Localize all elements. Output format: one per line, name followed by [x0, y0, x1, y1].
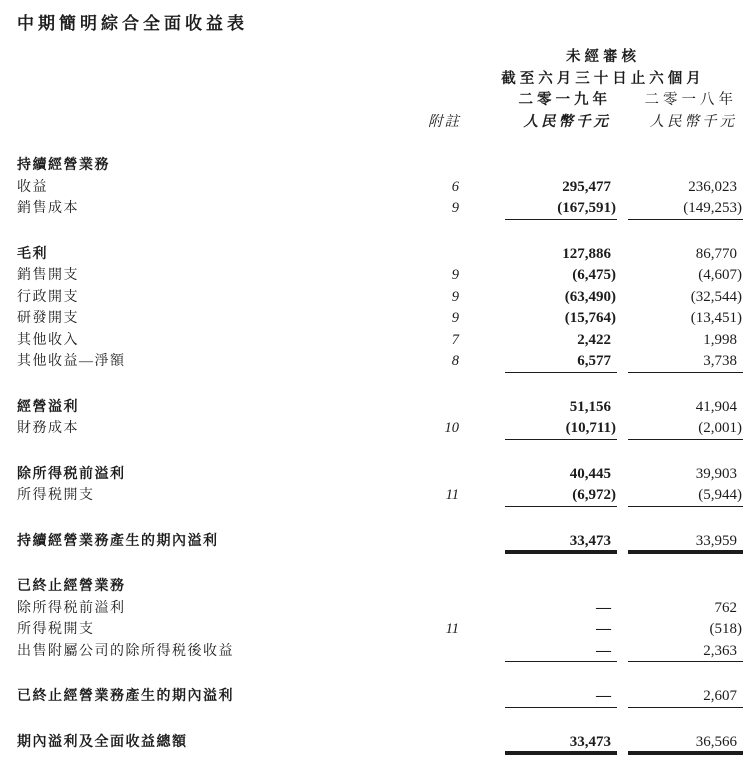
value-2018: 236,023 [688, 178, 737, 195]
row-label: 其他收益—淨額 [17, 354, 126, 369]
column-gap [617, 619, 628, 641]
value-2019: — [505, 686, 617, 708]
row-spacer [17, 373, 743, 397]
row-spacer [17, 662, 743, 686]
column-gap [461, 155, 505, 177]
table-row [17, 464, 743, 486]
value-2019: (63,490) [564, 288, 616, 305]
column-gap [461, 619, 505, 641]
row-label: 財務成本 [17, 421, 79, 436]
column-gap [461, 732, 505, 754]
row-label: 除所得税前溢利 [17, 600, 126, 616]
value-2019: 51,156 [569, 398, 611, 415]
value-2018: (2,001) [628, 418, 743, 440]
note-reference: 6 [451, 178, 459, 195]
row-spacer [17, 440, 743, 464]
note-reference: 9 [451, 310, 459, 326]
note-column-header: 附註 [428, 113, 461, 130]
row-label: 收益 [17, 179, 48, 195]
column-gap [617, 351, 628, 373]
row-label: 所得税開支 [17, 488, 95, 503]
column-gap [461, 576, 505, 598]
note-reference: 8 [451, 353, 459, 369]
value-2019: 127,886 [562, 245, 611, 262]
note-reference: 9 [451, 267, 459, 283]
column-gap [461, 351, 505, 373]
column-gap [461, 531, 505, 553]
value-2019: 6,577 [505, 351, 617, 373]
row-label: 研發開支 [17, 311, 79, 326]
value-2018: 2,607 [628, 686, 743, 708]
row-label: 出售附屬公司的除所得税後收益 [17, 643, 234, 659]
row-label: 期內溢利及全面收益總額 [17, 734, 188, 750]
column-gap [617, 641, 628, 663]
table-row [17, 531, 743, 553]
period-label: 截至六月三十日止六個月 [501, 70, 705, 87]
row-label: 其他收入 [17, 332, 79, 348]
note-reference [406, 531, 461, 553]
statement-table [17, 155, 743, 753]
column-gap [461, 464, 505, 486]
note-reference [406, 686, 461, 708]
column-gap [617, 485, 628, 507]
value-2018: (13,451) [690, 310, 742, 326]
value-2019: 2,422 [577, 331, 611, 348]
section-header-row [17, 155, 743, 177]
table-row [17, 732, 743, 754]
column-gap [617, 732, 628, 754]
column-gap [461, 330, 505, 352]
note-reference: 10 [444, 420, 459, 436]
table-row [17, 485, 743, 507]
value-2018: 86,770 [695, 245, 737, 262]
currency-unit-2018: 人民幣千元 [649, 113, 737, 130]
row-label: 已終止經營業務 [17, 579, 126, 594]
column-gap [617, 265, 628, 287]
value-2019: (167,591) [505, 198, 617, 220]
table-row [17, 330, 743, 352]
value-2018: (4,607) [698, 267, 742, 283]
column-gap [461, 641, 505, 663]
table-row [17, 287, 743, 309]
row-spacer [17, 552, 743, 576]
column-gap [461, 287, 505, 309]
value-2018: 41,904 [695, 398, 737, 415]
table-row [17, 641, 743, 663]
column-gap [617, 198, 628, 220]
note-reference [406, 155, 461, 177]
value-2018: 39,903 [695, 465, 737, 482]
value-2019: 40,445 [569, 465, 611, 482]
value-2018: (149,253) [628, 198, 743, 220]
table-row [17, 686, 743, 708]
table-row [17, 598, 743, 620]
value-2019: (6,475) [572, 267, 616, 283]
value-2018: 36,566 [628, 732, 743, 754]
column-gap [461, 198, 505, 220]
value-2019: (6,972) [505, 485, 617, 507]
column-gap [617, 418, 628, 440]
note-reference: 9 [451, 200, 459, 216]
unaudited-label: 未經審核 [566, 49, 640, 65]
value-2018: 1,998 [703, 331, 737, 348]
value-2019: 295,477 [562, 178, 611, 195]
value-2018: 2,363 [628, 641, 743, 663]
column-gap [461, 265, 505, 287]
note-reference: 7 [451, 331, 459, 348]
column-gap [617, 576, 628, 598]
value-2019 [505, 155, 617, 177]
column-gap [617, 531, 628, 553]
column-gap [617, 155, 628, 177]
column-gap [617, 244, 628, 266]
column-gap [461, 308, 505, 330]
column-gap [617, 177, 628, 199]
value-2019: (15,764) [564, 310, 616, 326]
table-header [17, 47, 743, 133]
row-label: 經營溢利 [17, 399, 79, 415]
table-row [17, 244, 743, 266]
value-2019: — [505, 641, 617, 663]
value-2019: 33,473 [505, 531, 617, 553]
note-reference [406, 641, 461, 663]
row-label: 銷售成本 [17, 201, 79, 216]
table-row [17, 418, 743, 440]
column-gap [461, 397, 505, 419]
note-reference [406, 464, 461, 486]
value-2018: (32,544) [690, 288, 742, 305]
column-gap [461, 418, 505, 440]
value-2019 [505, 576, 617, 598]
row-spacer [17, 507, 743, 531]
value-2019: 33,473 [505, 732, 617, 754]
row-label: 行政開支 [17, 289, 79, 305]
column-gap [461, 598, 505, 620]
row-label: 已終止經營業務產生的期內溢利 [17, 689, 234, 704]
value-2018 [628, 576, 743, 598]
column-gap [617, 464, 628, 486]
column-gap [461, 177, 505, 199]
row-label: 持續經營業務 [17, 158, 110, 173]
row-label: 所得税開支 [17, 622, 95, 637]
column-gap [461, 485, 505, 507]
table-row [17, 308, 743, 330]
note-reference: 9 [451, 288, 459, 305]
value-2018: 762 [714, 599, 737, 616]
column-gap [617, 598, 628, 620]
column-header-2018: 二零一八年 [644, 92, 737, 108]
row-spacer [17, 220, 743, 244]
note-reference [406, 598, 461, 620]
row-label: 銷售開支 [17, 268, 79, 283]
note-reference [406, 244, 461, 266]
note-reference: 11 [445, 487, 459, 503]
column-header-2019: 二零一九年 [518, 92, 611, 108]
table-row [17, 177, 743, 199]
row-spacer [17, 708, 743, 732]
column-gap [617, 686, 628, 708]
table-row [17, 351, 743, 373]
value-2018 [628, 155, 743, 177]
table-row [17, 265, 743, 287]
row-label: 毛利 [17, 246, 48, 262]
value-2018: (5,944) [628, 485, 743, 507]
note-reference: 11 [445, 621, 459, 637]
value-2018: 3,738 [628, 351, 743, 373]
row-label: 持續經營業務產生的期內溢利 [17, 533, 219, 549]
table-row [17, 397, 743, 419]
column-gap [617, 287, 628, 309]
value-2018: 33,959 [628, 531, 743, 553]
table-row [17, 198, 743, 220]
section-header-row [17, 576, 743, 598]
note-reference [406, 576, 461, 598]
value-2018: (518) [709, 621, 742, 637]
note-reference [406, 397, 461, 419]
column-gap [461, 686, 505, 708]
row-label: 除所得税前溢利 [17, 466, 126, 482]
value-2019: — [596, 621, 611, 637]
column-gap [617, 397, 628, 419]
column-gap [617, 330, 628, 352]
value-2019: — [596, 599, 611, 616]
currency-unit-2019: 人民幣千元 [523, 113, 611, 130]
table-row [17, 619, 743, 641]
column-gap [461, 244, 505, 266]
note-reference [406, 732, 461, 754]
column-gap [617, 308, 628, 330]
page-title: 中期簡明綜合全面收益表 [17, 14, 248, 33]
value-2019: (10,711) [505, 418, 617, 440]
